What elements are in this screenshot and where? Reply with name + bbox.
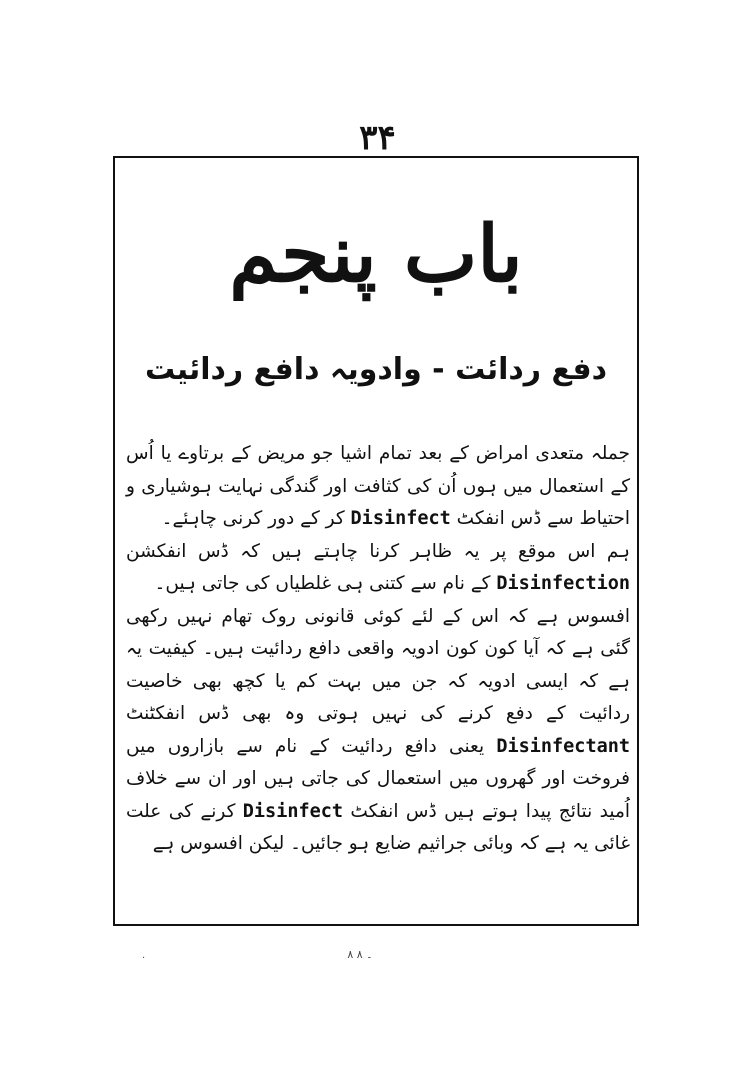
paragraph-1-text-b: کر کے دور کرنی چاہئے۔: [161, 508, 351, 529]
paragraph-2-text-a: ہم اس موقع پر یہ ظاہر کرنا چاہتے ہیں کہ ڈس انفکشن: [126, 540, 630, 562]
paragraph-3: [126, 601, 630, 861]
paragraph-3-latin-term-2: Disinfect: [242, 800, 344, 822]
footer-mark: ۔ ۸ ۸: [347, 948, 373, 961]
paragraph-1: [126, 438, 630, 536]
paragraph-3-latin-term: Disinfectant: [496, 735, 630, 757]
paragraph-3-text-c: کرنے کی علت غائی یہ ہے کہ وبائی جراثیم ضایع ہو جائیں۔ لیکن افسوس ہے: [126, 800, 630, 854]
paragraph-2-latin-term: Disinfection: [496, 573, 630, 594]
chapter-heading: باب پنجم: [229, 209, 523, 300]
paragraph-2-text-b: کے نام سے کتنی ہی غلطیاں کی جاتی ہیں۔: [154, 573, 497, 594]
paragraph-1-latin-term: Disinfect: [350, 508, 451, 529]
paragraph-3-text-b: یعنی دافع ردائیت کے نام سے بازاروں میں فروخت اور گھروں میں استعمال کی جاتی ہیں اور ان سے خلاف اُمید نتائج پیدا ہوتے ہیں ڈس انفکٹ: [126, 735, 630, 822]
paragraph-1-text-a: جملہ متعدی امراض کے بعد تمام اشیا جو مریض کے برتاوے یا اُس کے استعمال میں ہوں اُن کی کثافت اور گندگی نہایت ہوشیاری و احتیاط سے ڈس انفکٹ: [126, 443, 630, 529]
body-text: [126, 438, 630, 861]
paragraph-2: [126, 536, 630, 601]
page-number: ۳۴: [359, 118, 396, 158]
section-title: دفع ردائت - وادویہ دافع ردائیت: [144, 352, 608, 387]
corner-dot: .: [142, 950, 146, 961]
paragraph-3-text-a: افسوس ہے کہ اس کے لئے کوئی قانونی روک تھام نہیں رکھی گئی ہے کہ آیا کون کون ادویہ واقعی دافع ردائیت ہیں۔ کیفیت یہ ہے کہ ایسی ادویہ کہ جن میں بہت کم یا کچھ بھی خاصیت ردائیت کے دفع کرنے کی نہیں ہوتی وہ بھی ڈس انفکٹنٹ: [126, 605, 630, 724]
